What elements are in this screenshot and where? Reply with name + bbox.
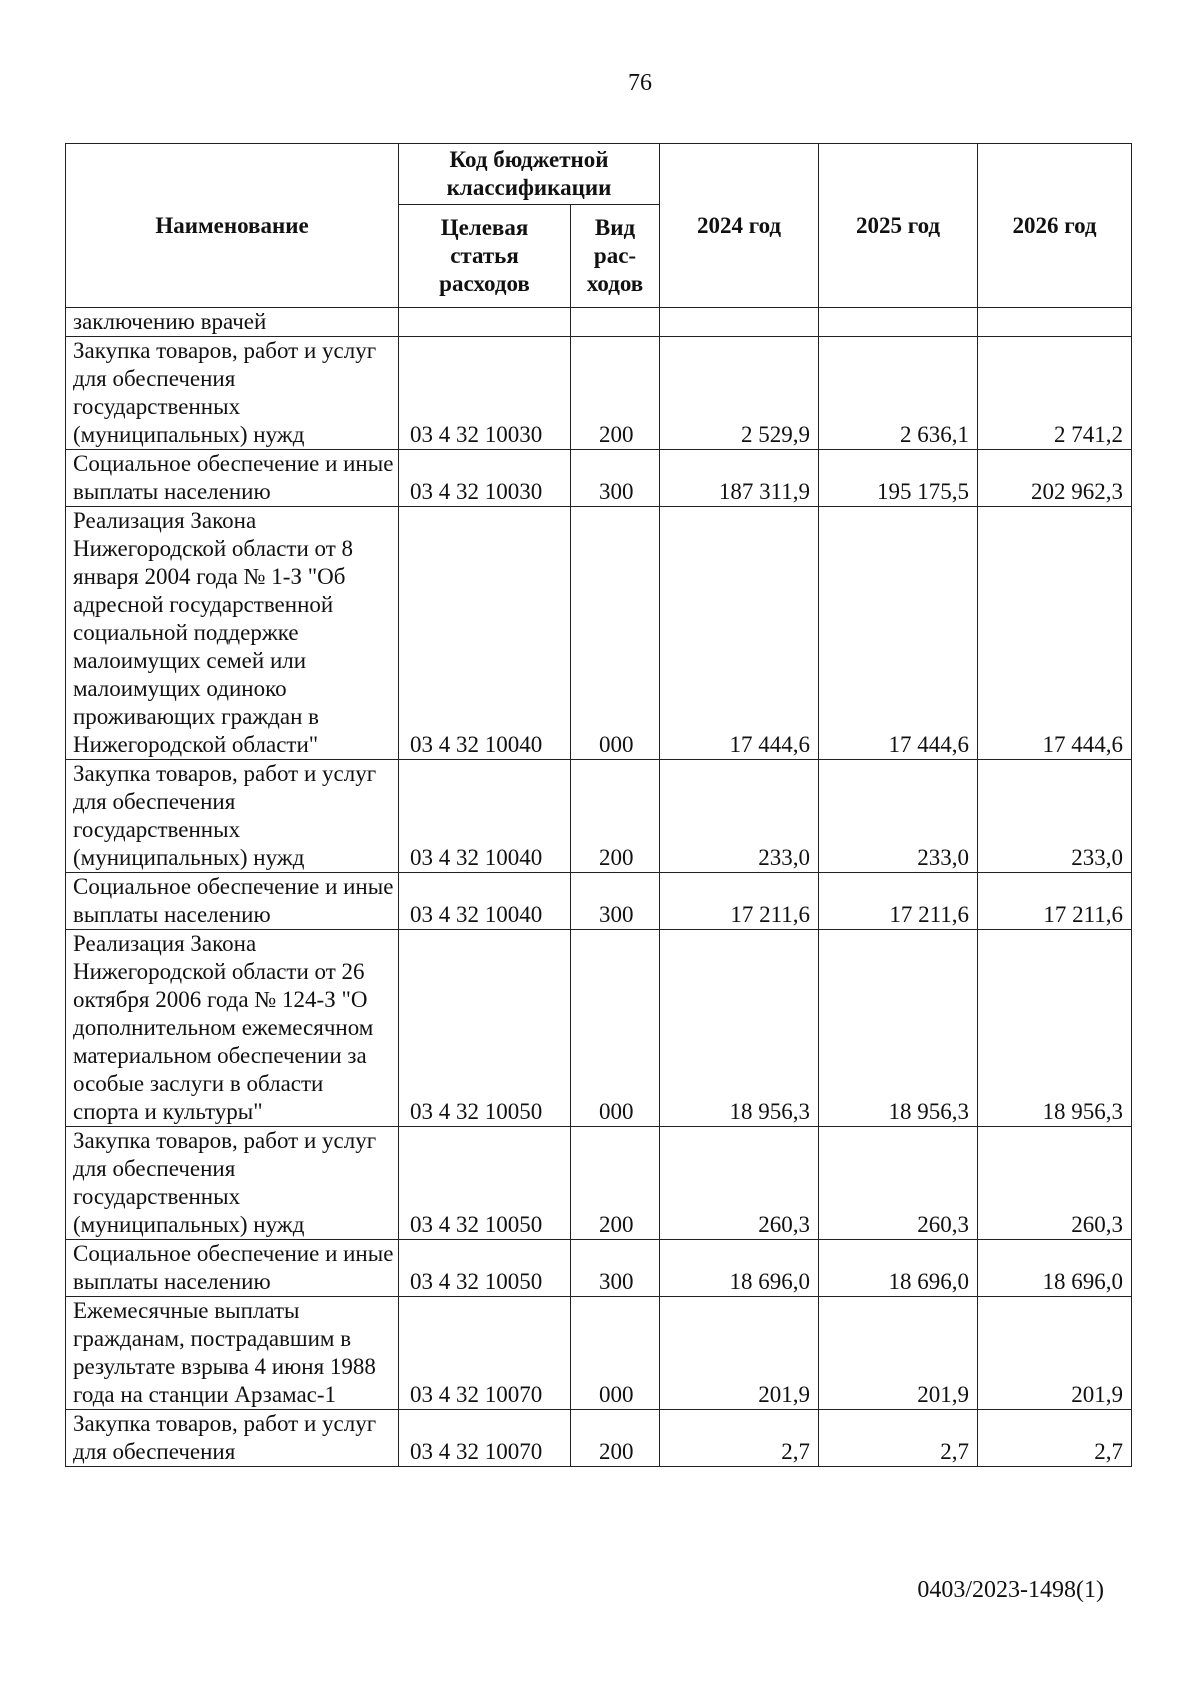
cell-target: 03 4 32 10070 <box>399 1410 571 1467</box>
cell-target: 03 4 32 10050 <box>399 930 571 1127</box>
budget-table <box>65 143 1132 1467</box>
cell-2026: 17 444,6 <box>978 507 1132 760</box>
cell-2024 <box>660 308 819 337</box>
header-year-2026: 2026 год <box>978 144 1132 308</box>
document-id: 0403/2023-1498(1) <box>917 1577 1104 1603</box>
cell-target: 03 4 32 10040 <box>399 873 571 930</box>
cell-2024: 2 529,9 <box>660 337 819 450</box>
cell-2024: 201,9 <box>660 1297 819 1410</box>
cell-name: Реализация Закона Нижегородской области от 8 января 2004 года № 1-З "Об адресной государственной социальной поддержке малоимущих семей или малоимущих одиноко проживающих граждан в Нижегородской области" <box>66 507 399 760</box>
table-row <box>66 1240 1132 1297</box>
header-name: Наименование <box>66 144 399 308</box>
cell-2024: 17 211,6 <box>660 873 819 930</box>
table-row <box>66 1127 1132 1240</box>
table-body <box>66 308 1132 1467</box>
table-row <box>66 337 1132 450</box>
table-row <box>66 873 1132 930</box>
table-row <box>66 1410 1132 1467</box>
cell-2026: 201,9 <box>978 1297 1132 1410</box>
cell-name: Социальное обеспечение и иные выплаты населению <box>66 1240 399 1297</box>
cell-2025: 17 444,6 <box>819 507 978 760</box>
cell-2025: 195 175,5 <box>819 450 978 507</box>
table-row <box>66 308 1132 337</box>
cell-kind: 300 <box>571 873 660 930</box>
table-row <box>66 450 1132 507</box>
cell-target <box>399 308 571 337</box>
cell-target: 03 4 32 10050 <box>399 1127 571 1240</box>
cell-2026: 18 956,3 <box>978 930 1132 1127</box>
cell-name: Закупка товаров, работ и услуг для обеспечения государственных (муниципальных) нужд <box>66 1127 399 1240</box>
header-kind: Вид рас-ходов <box>571 205 660 308</box>
cell-2026: 2 741,2 <box>978 337 1132 450</box>
cell-target: 03 4 32 10040 <box>399 760 571 873</box>
cell-2025: 17 211,6 <box>819 873 978 930</box>
cell-2025: 18 696,0 <box>819 1240 978 1297</box>
cell-target: 03 4 32 10030 <box>399 450 571 507</box>
table-row <box>66 507 1132 760</box>
cell-2024: 187 311,9 <box>660 450 819 507</box>
header-year-2025: 2025 год <box>819 144 978 308</box>
cell-kind: 200 <box>571 337 660 450</box>
cell-name: Реализация Закона Нижегородской области от 26 октября 2006 года № 124-З "О дополнительном ежемесячном материальном обеспечении за особые заслуги в области спорта и культуры" <box>66 930 399 1127</box>
cell-kind: 200 <box>571 1410 660 1467</box>
cell-name: Ежемесячные выплаты гражданам, пострадавшим в результате взрыва 4 июня 1988 года на станции Арзамас-1 <box>66 1297 399 1410</box>
cell-2025 <box>819 308 978 337</box>
cell-2025: 201,9 <box>819 1297 978 1410</box>
cell-kind: 000 <box>571 930 660 1127</box>
cell-name: Социальное обеспечение и иные выплаты населению <box>66 873 399 930</box>
cell-name: заключению врачей <box>66 308 399 337</box>
cell-2025: 18 956,3 <box>819 930 978 1127</box>
cell-target: 03 4 32 10050 <box>399 1240 571 1297</box>
cell-2025: 260,3 <box>819 1127 978 1240</box>
cell-kind: 000 <box>571 1297 660 1410</box>
header-year-2024: 2024 год <box>660 144 819 308</box>
cell-kind: 200 <box>571 760 660 873</box>
cell-kind: 300 <box>571 1240 660 1297</box>
cell-2025: 2,7 <box>819 1410 978 1467</box>
budget-table-container <box>65 143 1131 1467</box>
cell-2026: 2,7 <box>978 1410 1132 1467</box>
cell-2026: 18 696,0 <box>978 1240 1132 1297</box>
header-target: Целевая статья расходов <box>399 205 571 308</box>
cell-kind: 300 <box>571 450 660 507</box>
table-row <box>66 1297 1132 1410</box>
cell-kind: 000 <box>571 507 660 760</box>
cell-2024: 17 444,6 <box>660 507 819 760</box>
cell-2024: 2,7 <box>660 1410 819 1467</box>
cell-2026 <box>978 308 1132 337</box>
cell-kind <box>571 308 660 337</box>
cell-2026: 17 211,6 <box>978 873 1132 930</box>
cell-name: Закупка товаров, работ и услуг для обеспечения государственных (муниципальных) нужд <box>66 760 399 873</box>
cell-2024: 233,0 <box>660 760 819 873</box>
cell-2024: 18 696,0 <box>660 1240 819 1297</box>
cell-2026: 202 962,3 <box>978 450 1132 507</box>
cell-target: 03 4 32 10070 <box>399 1297 571 1410</box>
table-header <box>66 144 1132 308</box>
header-code-group: Код бюджетной классификации <box>399 144 660 205</box>
cell-target: 03 4 32 10040 <box>399 507 571 760</box>
cell-2025: 233,0 <box>819 760 978 873</box>
cell-2026: 260,3 <box>978 1127 1132 1240</box>
cell-2024: 18 956,3 <box>660 930 819 1127</box>
page-number: 76 <box>628 70 652 96</box>
table-row <box>66 760 1132 873</box>
cell-target: 03 4 32 10030 <box>399 337 571 450</box>
cell-kind: 200 <box>571 1127 660 1240</box>
cell-name: Социальное обеспечение и иные выплаты населению <box>66 450 399 507</box>
cell-name: Закупка товаров, работ и услуг для обеспечения <box>66 1410 399 1467</box>
table-row <box>66 930 1132 1127</box>
cell-name: Закупка товаров, работ и услуг для обеспечения государственных (муниципальных) нужд <box>66 337 399 450</box>
cell-2024: 260,3 <box>660 1127 819 1240</box>
cell-2026: 233,0 <box>978 760 1132 873</box>
cell-2025: 2 636,1 <box>819 337 978 450</box>
